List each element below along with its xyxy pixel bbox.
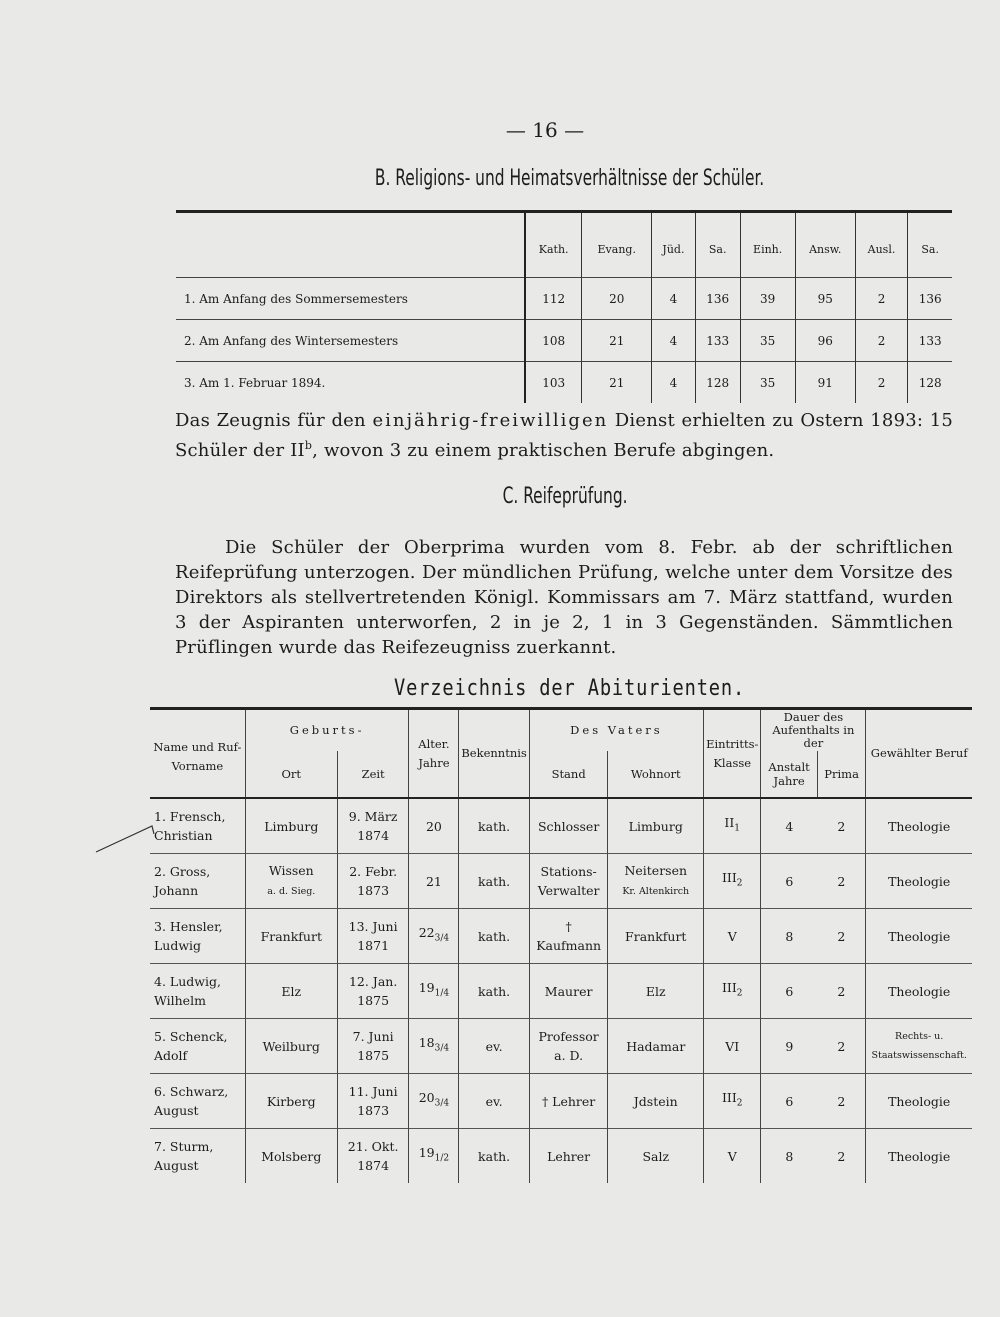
cell-name: 3. Hensler, Ludwig bbox=[150, 909, 245, 964]
cell-stand: † Lehrer bbox=[529, 1074, 608, 1129]
cell-zeit: 21. Okt. 1874 bbox=[337, 1129, 409, 1184]
cell-klasse: $III_2$ bbox=[704, 854, 761, 909]
cell-prima: 2 bbox=[817, 1074, 866, 1129]
table-row: 2. Am Anfang des Wintersemesters 108 21 4 133 35 96 2 133 bbox=[176, 320, 952, 362]
cell-wohnort: Salz bbox=[608, 1129, 704, 1184]
cell-stand: † Kaufmann bbox=[529, 909, 608, 964]
cell-alter: $19_{1/4}$ bbox=[409, 964, 459, 1019]
cell-prima: 2 bbox=[817, 854, 866, 909]
table-row bbox=[150, 1019, 972, 1074]
table-row bbox=[150, 964, 972, 1019]
header-alter: Alter. Jahre bbox=[409, 709, 459, 799]
zeugnis-paragraph: Das Zeugnis für den einjährig-freiwilligen Dienst erhielten zu Ostern 1893: 15 Schüler der $II^b$, wovon 3 zu einem praktischen Berufe abgingen. bbox=[175, 410, 954, 461]
header-eintritt: Eintritts-Klasse bbox=[704, 709, 761, 799]
abiturienten-table bbox=[150, 707, 972, 1183]
cell-bekenntnis: kath. bbox=[459, 798, 529, 854]
cell-prima: 2 bbox=[817, 1019, 866, 1074]
cell-ort: Elz bbox=[245, 964, 337, 1019]
cell-klasse: V bbox=[704, 1129, 761, 1184]
cell-zeit: 9. März 1874 bbox=[337, 798, 409, 854]
cell-klasse: VI bbox=[704, 1019, 761, 1074]
reifepruefung-paragraph: Die Schüler der Oberprima wurden vom 8. Febr. ab der schriftlichen Reifeprüfung unterzogen. Der mündlichen Prüfung, welche unter dem Vorsitze des Direktors als stellvertretenden Königl. Kommissars am 7. März stattfand, wurden 3 der Aspiranten unterworfen, 2 in je 2, 1 in 3 Gegenständen. Sämmtlichen Prüflingen wurde das Reifezeugniss zuerkannt. bbox=[175, 537, 953, 658]
col-einh: Einh. bbox=[740, 212, 795, 278]
cell-stand: Stations-Verwalter bbox=[529, 854, 608, 909]
table-row bbox=[150, 1129, 972, 1184]
col-ausl: Ausl. bbox=[855, 212, 908, 278]
section-b-title: B. Religions- und Heimatsverhältnisse der Schüler. bbox=[375, 166, 765, 191]
cell-beruf: Theologie bbox=[866, 909, 972, 964]
cell-wohnort: Frankfurt bbox=[608, 909, 704, 964]
cell-beruf: Theologie bbox=[866, 1129, 972, 1184]
cell-name: 6. Schwarz, August bbox=[150, 1074, 245, 1129]
cell-zeit: 11. Juni 1873 bbox=[337, 1074, 409, 1129]
table-row bbox=[150, 798, 972, 854]
table-row: 3. Am 1. Februar 1894. 103 21 4 128 35 91 2 128 bbox=[176, 362, 952, 404]
cell-wohnort: Jdstein bbox=[608, 1074, 704, 1129]
header-beruf: Gewählter Beruf bbox=[866, 709, 972, 799]
cell-ort: Frankfurt bbox=[245, 909, 337, 964]
cell-name: 1. Frensch, Christian bbox=[150, 798, 245, 854]
emphasized-text: einjährig-freiwilligen bbox=[372, 410, 609, 431]
cell-wohnort: Hadamar bbox=[608, 1019, 704, 1074]
cell-name: 7. Sturm, August bbox=[150, 1129, 245, 1184]
section-c-title: C. Reifeprüfung. bbox=[502, 484, 628, 509]
header-zeit: Zeit bbox=[337, 751, 409, 798]
col-sa-2: Sa. bbox=[908, 212, 952, 278]
cell-name: 5. Schenck, Adolf bbox=[150, 1019, 245, 1074]
cell-beruf: Theologie bbox=[866, 854, 972, 909]
header-stand: Stand bbox=[529, 751, 608, 798]
col-sa-1: Sa. bbox=[695, 212, 740, 278]
cell-bekenntnis: kath. bbox=[459, 854, 529, 909]
cell-anstalt: 6 bbox=[761, 854, 817, 909]
cell-name: 4. Ludwig, Wilhelm bbox=[150, 964, 245, 1019]
cell-wohnort: Limburg bbox=[608, 798, 704, 854]
cell-beruf: Rechts- u. Staatswissenschaft. bbox=[866, 1019, 972, 1074]
cell-bekenntnis: kath. bbox=[459, 964, 529, 1019]
cell-beruf: Theologie bbox=[866, 964, 972, 1019]
cell-stand: Professor a. D. bbox=[529, 1019, 608, 1074]
cell-beruf: Theologie bbox=[866, 1074, 972, 1129]
cell-beruf: Theologie bbox=[866, 798, 972, 854]
table-subheader bbox=[150, 751, 972, 798]
cell-prima: 2 bbox=[817, 964, 866, 1019]
cell-bekenntnis: kath. bbox=[459, 1129, 529, 1184]
col-evang: Evang. bbox=[582, 212, 652, 278]
cell-name: 2. Gross, Johann bbox=[150, 854, 245, 909]
cell-klasse: V bbox=[704, 909, 761, 964]
cell-anstalt: 8 bbox=[761, 1129, 817, 1184]
cell-ort: Weilburg bbox=[245, 1019, 337, 1074]
table-header bbox=[150, 709, 972, 752]
cell-ort: Limburg bbox=[245, 798, 337, 854]
cell-bekenntnis: ev. bbox=[459, 1019, 529, 1074]
cell-stand: Schlosser bbox=[529, 798, 608, 854]
cell-bekenntnis: ev. bbox=[459, 1074, 529, 1129]
table-row bbox=[150, 854, 972, 909]
religion-table-header bbox=[176, 212, 952, 278]
header-geburts: Geburts- bbox=[245, 709, 409, 752]
table-row bbox=[150, 909, 972, 964]
cell-anstalt: 4 bbox=[761, 798, 817, 854]
cell-anstalt: 6 bbox=[761, 964, 817, 1019]
header-dauer: Dauer des Aufenthalts in der bbox=[761, 709, 866, 752]
header-vater: Des Vaters bbox=[529, 709, 703, 752]
cell-alter: 21 bbox=[409, 854, 459, 909]
cell-anstalt: 9 bbox=[761, 1019, 817, 1074]
cell-alter: $20_{3/4}$ bbox=[409, 1074, 459, 1129]
cell-stand: Lehrer bbox=[529, 1129, 608, 1184]
cell-anstalt: 8 bbox=[761, 909, 817, 964]
cell-stand: Maurer bbox=[529, 964, 608, 1019]
cell-wohnort: Elz bbox=[608, 964, 704, 1019]
handwritten-check-mark bbox=[94, 820, 164, 860]
cell-wohnort: Neitersen Kr. Altenkirch bbox=[608, 854, 704, 909]
cell-bekenntnis: kath. bbox=[459, 909, 529, 964]
header-ort: Ort bbox=[245, 751, 337, 798]
verzeichnis-title: Verzeichnis der Abiturienten. bbox=[394, 676, 746, 701]
cell-zeit: 7. Juni 1875 bbox=[337, 1019, 409, 1074]
cell-alter: 20 bbox=[409, 798, 459, 854]
col-jued: Jüd. bbox=[652, 212, 696, 278]
cell-ort: Kirberg bbox=[245, 1074, 337, 1129]
header-wohnort: Wohnort bbox=[608, 751, 704, 798]
cell-alter: $19_{1/2}$ bbox=[409, 1129, 459, 1184]
cell-prima: 2 bbox=[817, 909, 866, 964]
cell-ort: Wissen a. d. Sieg. bbox=[245, 854, 337, 909]
cell-zeit: 13. Juni 1871 bbox=[337, 909, 409, 964]
header-prima: Prima bbox=[817, 751, 866, 798]
page-number: — 16 — bbox=[505, 118, 585, 142]
cell-klasse: $III_2$ bbox=[704, 1074, 761, 1129]
cell-klasse: $III_2$ bbox=[704, 964, 761, 1019]
religion-table bbox=[176, 210, 952, 403]
cell-klasse: $II_1$ bbox=[704, 798, 761, 854]
cell-anstalt: 6 bbox=[761, 1074, 817, 1129]
cell-alter: $22_{3/4}$ bbox=[409, 909, 459, 964]
header-name: Name und Ruf-Vorname bbox=[150, 709, 245, 799]
table-row bbox=[150, 1074, 972, 1129]
col-kath: Kath. bbox=[525, 212, 582, 278]
cell-ort: Molsberg bbox=[245, 1129, 337, 1184]
cell-zeit: 2. Febr. 1873 bbox=[337, 854, 409, 909]
header-bekenntnis: Bekenntnis bbox=[459, 709, 529, 799]
cell-prima: 2 bbox=[817, 1129, 866, 1184]
cell-prima: 2 bbox=[817, 798, 866, 854]
header-anstalt: Anstalt Jahre bbox=[761, 751, 817, 798]
col-answ: Answ. bbox=[795, 212, 855, 278]
cell-alter: $18_{3/4}$ bbox=[409, 1019, 459, 1074]
cell-zeit: 12. Jan. 1875 bbox=[337, 964, 409, 1019]
table-row: 1. Am Anfang des Sommersemesters 112 20 4 136 39 95 2 136 bbox=[176, 278, 952, 320]
